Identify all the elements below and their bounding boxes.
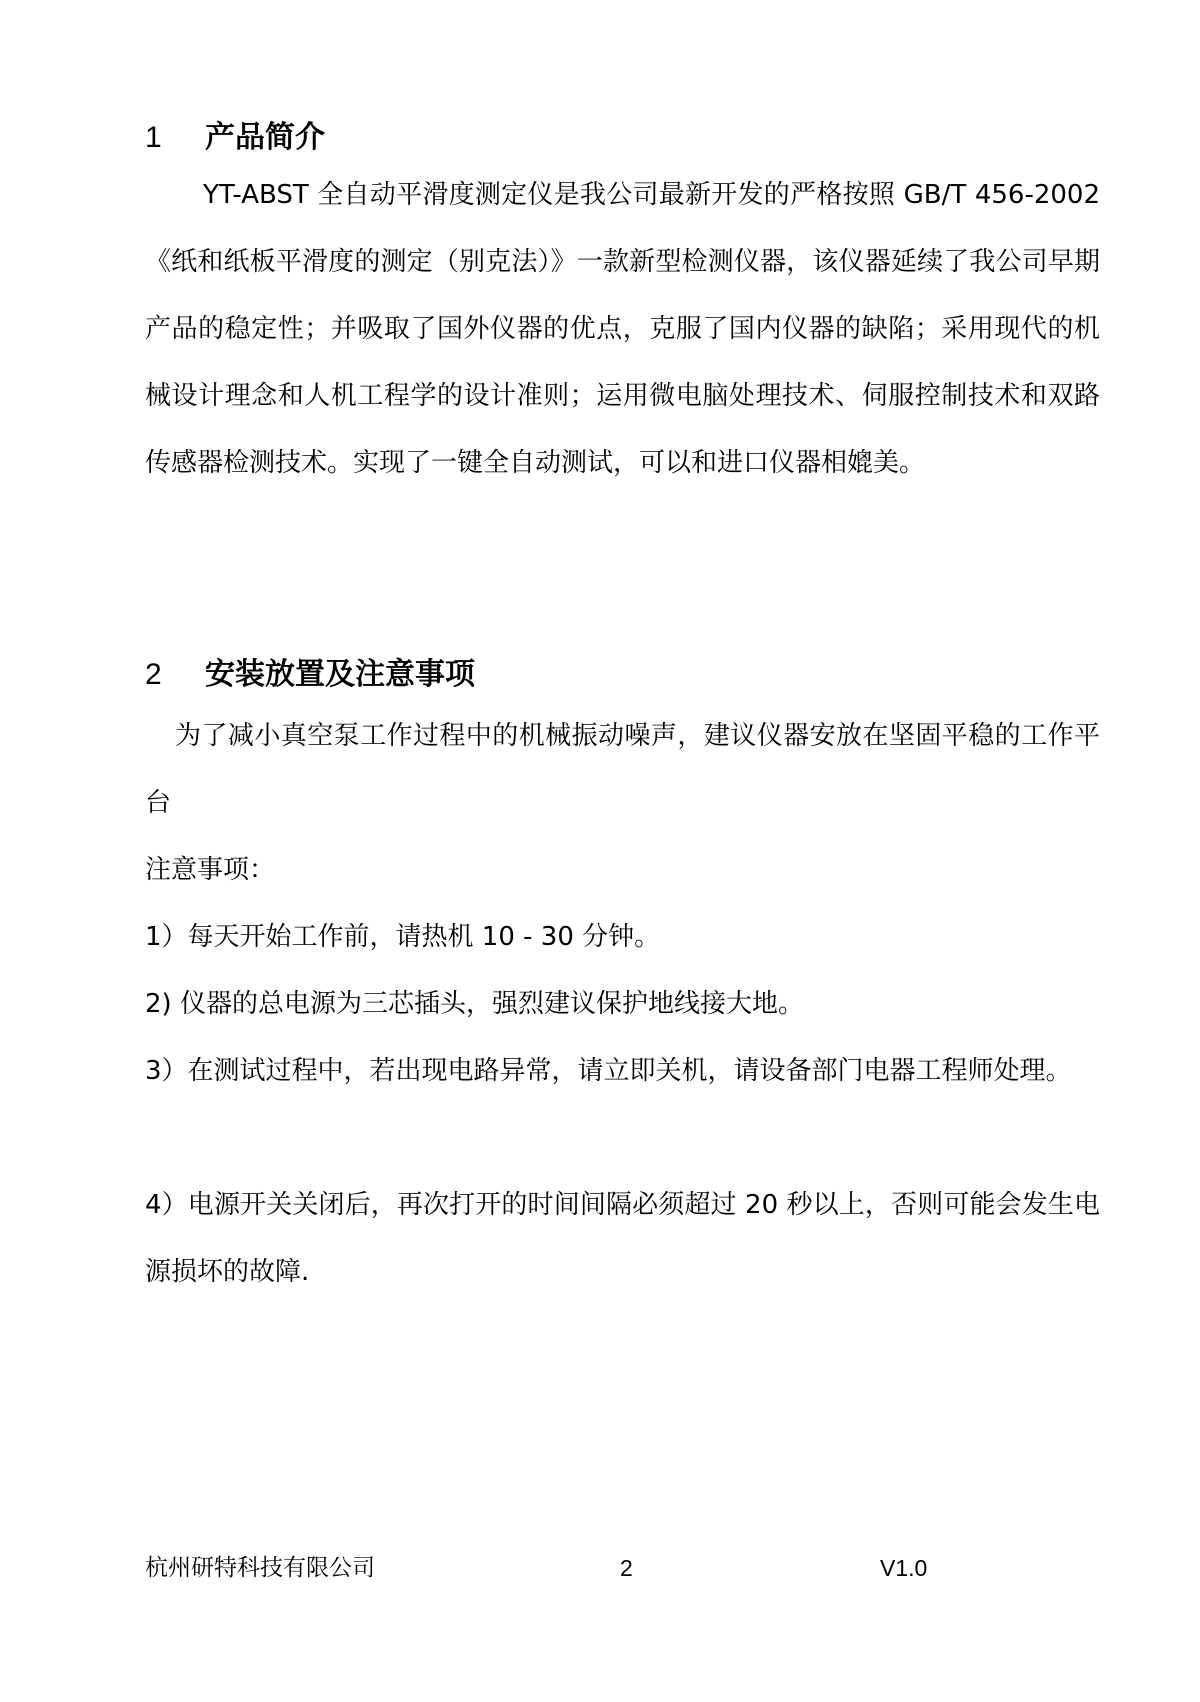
note-item-3: 3）在测试过程中，若出现电路异常，请立即关机，请设备部门电器工程师处理。 [145, 1056, 1072, 1086]
note-item-1: 1）每天开始工作前，请热机 10 - 30 分钟。 [145, 922, 661, 952]
footer-version: V1.0 [880, 1555, 928, 1581]
footer-page-number: 2 [620, 1555, 633, 1581]
section-1-title: 产品简介 [205, 120, 325, 155]
section-1-body: YT-ABST 全自动平滑度测定仪是我公司最新开发的严格按照 GB/T 456-2002 《纸和纸板平滑度的测定（别克法）》一款新型检测仪器，该仪器延续了我公司早期产品的稳定性；并吸取了国外仪器的优点，克服了国内仪器的缺陷；采用现代的机械设计理念和人机工程学的设计准则；运用微电脑处理技术、伺服控制技术和双路传感器检测技术。实现了一键全自动测试，可以和进口仪器相媲美。 [145, 180, 1100, 478]
note-item-4: 4）电源开关关闭后，再次打开的时间间隔必须超过 20 秒以上，否则可能会发生电源损坏的故障. [145, 1190, 1100, 1287]
footer-company: 杭州研特科技有限公司 [145, 1555, 375, 1581]
section-2-number: 2 [145, 658, 162, 691]
note-item-2: 2) 仪器的总电源为三芯插头，强烈建议保护地线接大地。 [145, 989, 804, 1019]
section-2-body: 为了减小真空泵工作过程中的机械振动噪声，建议仪器安放在坚固平稳的工作平台 [145, 721, 1100, 818]
section-2-heading [145, 655, 475, 695]
section-1-heading [145, 118, 325, 158]
notes-title: 注意事项： [145, 855, 276, 885]
section-2-title: 安装放置及注意事项 [205, 657, 475, 692]
section-1-number: 1 [145, 121, 162, 154]
